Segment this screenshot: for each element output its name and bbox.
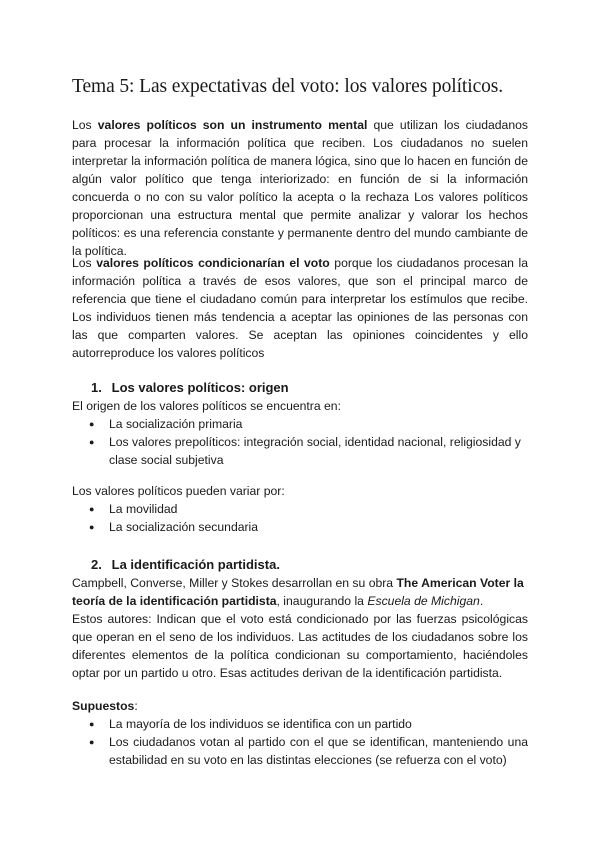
italic-text: Escuela de Michigan [367,594,480,608]
section-intro: El origen de los valores políticos se encuentra en: [72,399,341,413]
text: porque los ciudadanos procesan la información política a través de esos valores, que son el principal marco de referencia que tiene el ciudadano común para interpretar los estímulos que recibe. Los individuos tienen más tendencia a aceptar las opiniones de las personas con las que comparten valores. Se aceptan las opiniones coincidentes y ello autorreproduce los valores políticos [72,256,528,360]
section-variation [72,482,528,536]
supuestos-label [72,697,528,715]
section-heading [72,379,528,397]
origin-list [72,415,528,469]
paragraph-autores: Estos autores: Indican que el voto está condicionado por las fuerzas psicológicas que operan en el seno de los individuos. Las actitudes de los ciudadanos sobre los diferentes elementos de la política condicionan su comportamiento, haciéndoles optar por un partido u otro. Esas actitudes derivan de la identificación partidista. [72,612,528,680]
paragraph-campbell [72,574,528,610]
section-origen [72,379,528,469]
section-heading-text: Los valores políticos: origen [111,380,289,395]
text: . [479,594,484,608]
list-item: ● La movilidad [72,500,528,518]
text: : [134,699,138,713]
bold-text: Supuestos [72,699,135,713]
supuestos-list [72,715,528,769]
list-item: ● La socialización secundaria [72,518,528,536]
list-item: ● La socialización primaria [72,415,528,433]
bold-text: valores políticos condicionarían el voto [96,256,330,270]
page-title: Tema 5: Las expectativas del voto: los valores políticos. [72,76,504,97]
list-item: ● La mayoría de los individuos se identifica con un partido [72,715,528,733]
list-item: ● Los valores prepolíticos: integración social, identidad nacional, religiosidad y clase social subjetiva [72,433,528,469]
section-heading [72,556,528,574]
list-item: ● Los ciudadanos votan al partido con el que se identifican, manteniendo una estabilidad en su voto en las distintas elecciones (se refuerza con el voto) [72,733,528,769]
text: , inaugurando la [276,594,368,608]
bold-text: valores políticos son un instrumento mental [97,118,368,132]
paragraph-condition [72,254,528,362]
variation-list [72,500,528,536]
bold-text: The American Voter la teoría de la identificación partidista [72,576,524,608]
text: que utilizan los ciudadanos para procesar la información política que reciben. Los ciudadanos no suelen interpretar la información política de manera lógica, sino que lo hacen en función de algún valor político que tenga interiorizado: en función de si la información concuerda o no con su valor político la acepta o la rechaza Los valores políticos proporcionan una estructura mental que permite analizar y valorar los hechos políticos: es una referencia constante y permanente dentro del mundo cambiante de la política. [72,118,528,258]
section-number: 2. [91,557,102,572]
section-heading-text: La identificación partidista. [111,557,280,572]
section-supuestos [72,697,528,769]
text: Los [72,256,97,270]
section-number: 1. [91,380,102,395]
text: Los [72,118,98,132]
text: Campbell, Converse, Miller y Stokes desarrollan en su obra [72,576,397,590]
variation-intro: Los valores políticos pueden variar por: [72,484,285,498]
paragraph-intro [72,116,528,260]
section-identificacion [72,556,528,682]
